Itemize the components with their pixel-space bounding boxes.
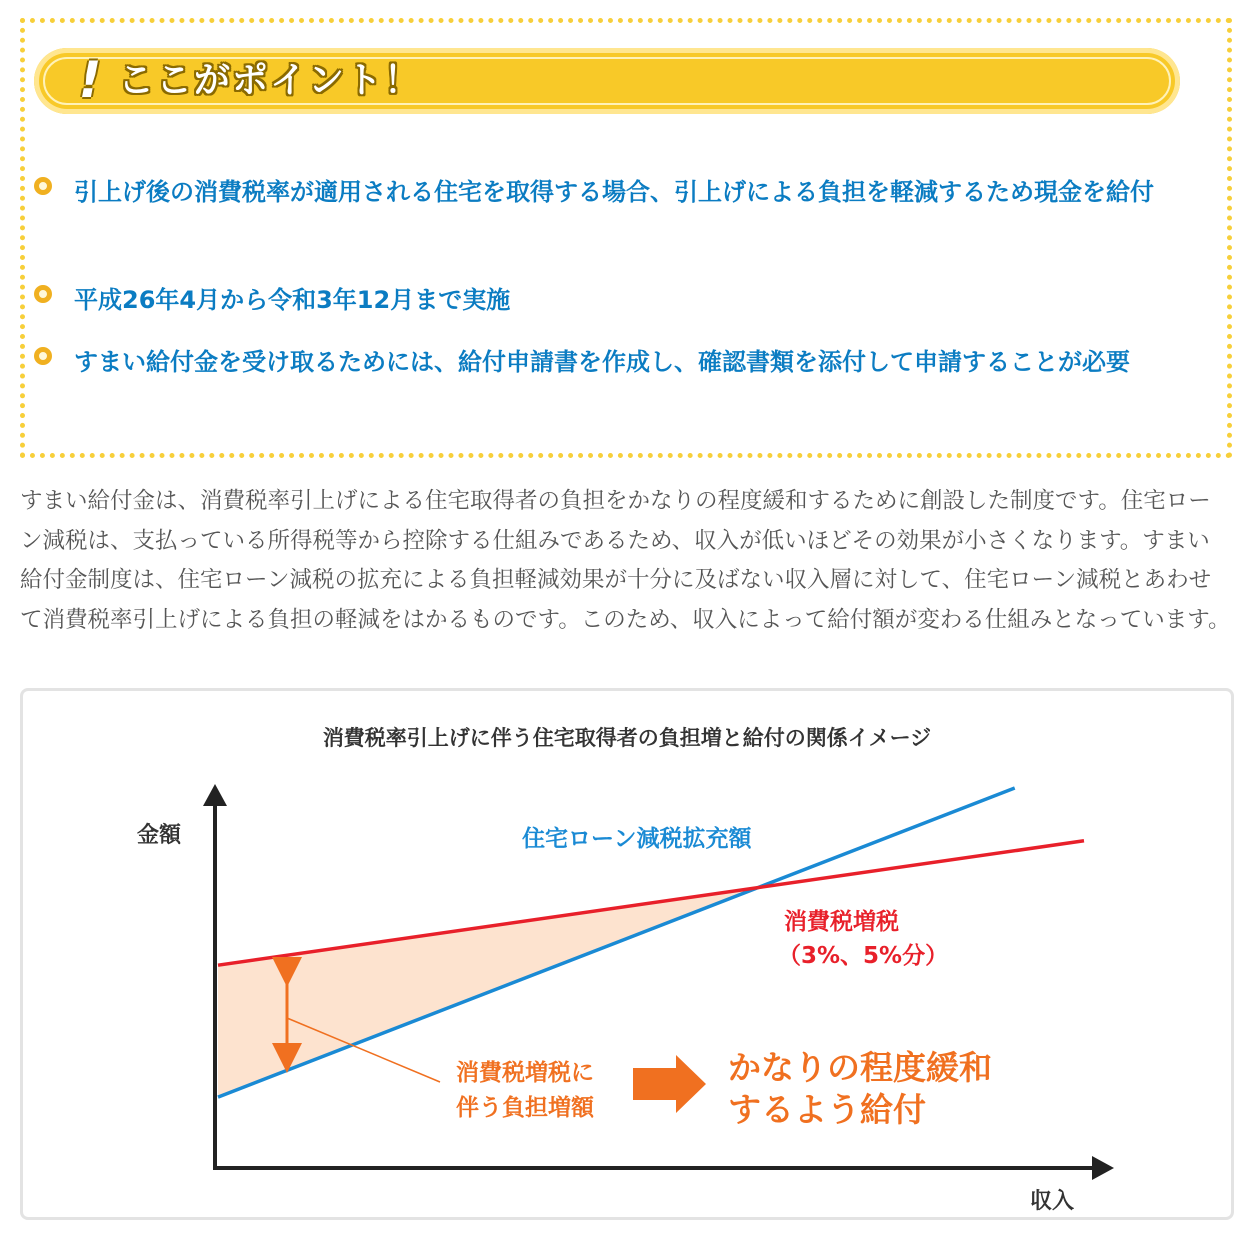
series-sublabel-consumption-tax: （3%、5%分）	[778, 943, 949, 969]
result-text-line1: かなりの程度緩和	[728, 1048, 992, 1087]
result-text-line2: するよう給付	[728, 1090, 926, 1129]
exclamation-icon: !	[78, 51, 102, 109]
point-item-text: 平成26年4月から令和3年12月まで実施	[74, 286, 511, 314]
chart-title: 消費税率引上げに伴う住宅取得者の負担増と給付の関係イメージ	[322, 726, 932, 750]
x-axis-arrow	[1092, 1156, 1114, 1180]
series-label-loan-tax-cut: 住宅ローン減税拡充額	[522, 826, 752, 852]
y-axis-arrow	[203, 784, 227, 806]
result-arrow-icon	[633, 1055, 706, 1113]
annotation-label-line1: 消費税増税に	[456, 1060, 594, 1086]
x-axis-label: 収入	[1030, 1189, 1075, 1214]
description-paragraph: すまい給付金は、消費税率引上げによる住宅取得者の負担をかなりの程度緩和するために創設した制度です。住宅ローン減税は、支払っている所得税等から控除する仕組みであるため、収入が低いほどその効果が小さくなります。すまい給付金制度は、住宅ローン減税の拡充による負担軽減効果が十分に及ばない収入層に対して、住宅ローン減税とあわせて消費税率引上げによる負担の軽減をはかるものです。このため、収入によって給付額が変わる仕組みとなっています。	[20, 488, 1231, 633]
y-axis-label: 金額	[137, 823, 182, 848]
point-item-text: すまい給付金を受け取るためには、給付申請書を作成し、確認書類を添付して申請することが必要	[74, 348, 1130, 376]
point-banner-title: ここがポイント！	[118, 60, 423, 101]
series-line-consumption-tax	[218, 841, 1084, 965]
annotation-label-line2: 伴う負担増額	[456, 1095, 594, 1121]
point-item-text: 引上げ後の消費税率が適用される住宅を取得する場合、引上げによる負担を軽減するため現金を給付	[74, 178, 1154, 206]
series-label-consumption-tax: 消費税増税	[784, 909, 899, 935]
